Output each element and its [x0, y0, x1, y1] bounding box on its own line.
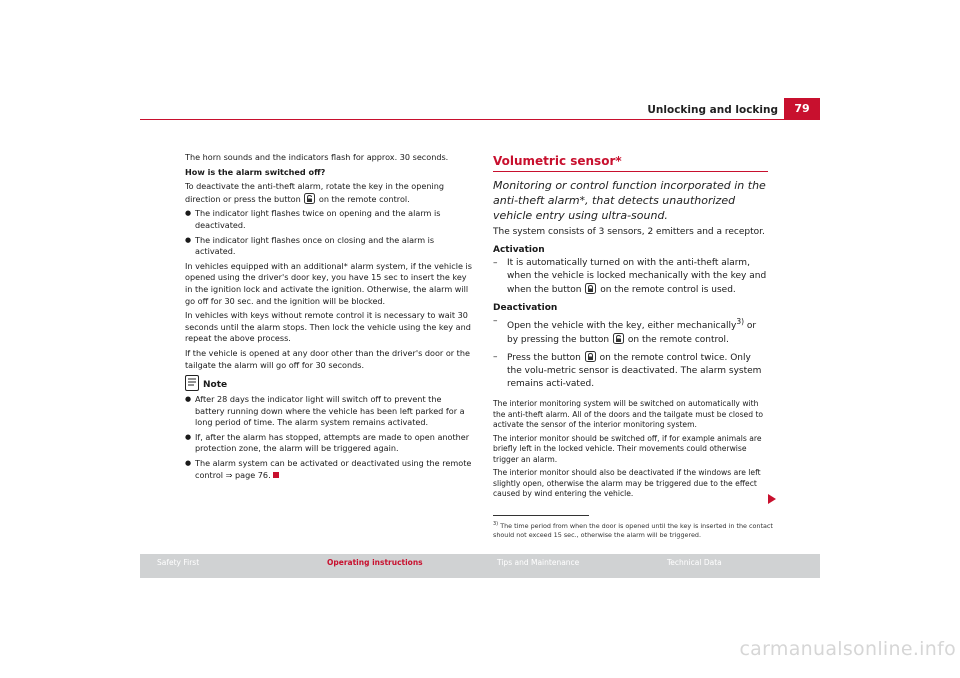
footnote: $^{3)}$ The time period from when the door is opened until the key is inserted in the contact should not exceed 15 sec., otherwise the alarm will be triggered.: [493, 521, 773, 539]
continue-arrow-icon: [768, 494, 776, 504]
deactivation-heading: Deactivation: [493, 303, 558, 313]
system-description: The system consists of 3 sensors, 2 emitters and a receptor.: [493, 227, 765, 237]
page-number: 79: [784, 98, 820, 120]
lock-button-icon: [585, 283, 596, 294]
footer-tab-safety[interactable]: Safety First: [157, 558, 200, 567]
bullet-closing: ● The indicator light flashes once on closing and the alarm is activated.: [185, 235, 473, 258]
footer-tab-technical[interactable]: Technical Data: [667, 558, 722, 567]
deactivate-paragraph: To deactivate the anti-theft alarm, rotate the key in the opening direction or press the button on the remote control.: [185, 181, 445, 204]
note-bullet-remote: ● The alarm system can be activated or deactivated using the remote control ⇒ page 76.: [185, 458, 473, 481]
activation-step: – It is automatically turned on with the anti-theft alarm, when the vehicle is locked mechanically with the key and when the button on the remote control is used.: [493, 257, 768, 297]
deactivation-step-1: – Open the vehicle with the key, either mechanically$^{3)}$ or by pressing the button on the remote control.: [493, 315, 768, 347]
note-bullet-battery: ● After 28 days the indicator light will switch off to prevent the battery running down where the vehicle has been left parked for a long period of time. The alarm system remains activated.: [185, 394, 473, 429]
activation-heading: Activation: [493, 245, 545, 255]
right-column: [493, 154, 768, 503]
unlock-button-icon: [304, 193, 315, 204]
other-door-paragraph: If the vehicle is opened at any door other than the driver's door or the tailgate the alarm will go off for 30 seconds.: [185, 347, 470, 370]
section-end-mark: [273, 472, 279, 478]
horn-paragraph: The horn sounds and the indicators flash for approx. 30 seconds.: [185, 152, 449, 162]
section-intro: Monitoring or control function incorporated in the anti-theft alarm*, that detects unauthorized vehicle entry using ultra-sound.: [493, 179, 766, 222]
left-column: [185, 152, 473, 484]
note-label: Note: [203, 379, 228, 390]
info-paragraph-1: The interior monitoring system will be switched on automatically with the anti-theft alarm. All of the doors and the tailgate must be closed to activate the sensor of the interior monitoring system.: [493, 399, 764, 429]
alarm-off-heading: How is the alarm switched off?: [185, 166, 326, 177]
deactivation-step-2: – Press the button on the remote control twice. Only the volu-metric sensor is deactivated. The alarm system remains acti-vated.: [493, 351, 768, 391]
additional-alarm-paragraph: In vehicles equipped with an additional* alarm system, if the vehicle is opened using the driver's door key, you have 15 sec to insert the key in the ignition lock and activate the ignition. Otherwise, the alarm will go off for 30 sec. and the ignition will be blocked.: [185, 260, 472, 306]
info-paragraph-3: The interior monitor should also be deactivated if the windows are left slightly open, otherwise the alarm may be triggered due to the effect caused by wind entering the vehicle.: [493, 468, 761, 498]
chapter-title: Unlocking and locking: [647, 104, 778, 116]
bullet-opening: ● The indicator light flashes twice on opening and the alarm is deactivated.: [185, 208, 473, 231]
footnote-divider: [493, 515, 589, 516]
note-bullet-zone: ● If, after the alarm has stopped, attempts are made to open another protection zone, the alarm will be triggered again.: [185, 432, 473, 455]
watermark: carmanualsonline.info: [739, 638, 956, 660]
header-divider: [140, 119, 820, 120]
note-heading: [185, 375, 473, 391]
note-icon: [185, 375, 199, 391]
no-remote-paragraph: In vehicles with keys without remote control it is necessary to wait 30 seconds until the alarm stops. Then lock the vehicle using the key and repeat the above process.: [185, 310, 471, 344]
section-title: Volumetric sensor*: [493, 154, 768, 172]
footer-tab-tips[interactable]: Tips and Maintenance: [497, 558, 580, 567]
lock-button-icon: [585, 351, 596, 362]
info-paragraph-2: The interior monitor should be switched off, if for example animals are briefly left in the locked vehicle. Their movements could otherwise trigger an alarm.: [493, 433, 762, 464]
unlock-button-icon: [613, 333, 624, 344]
footer-tab-operating[interactable]: Operating instructions: [327, 558, 423, 567]
